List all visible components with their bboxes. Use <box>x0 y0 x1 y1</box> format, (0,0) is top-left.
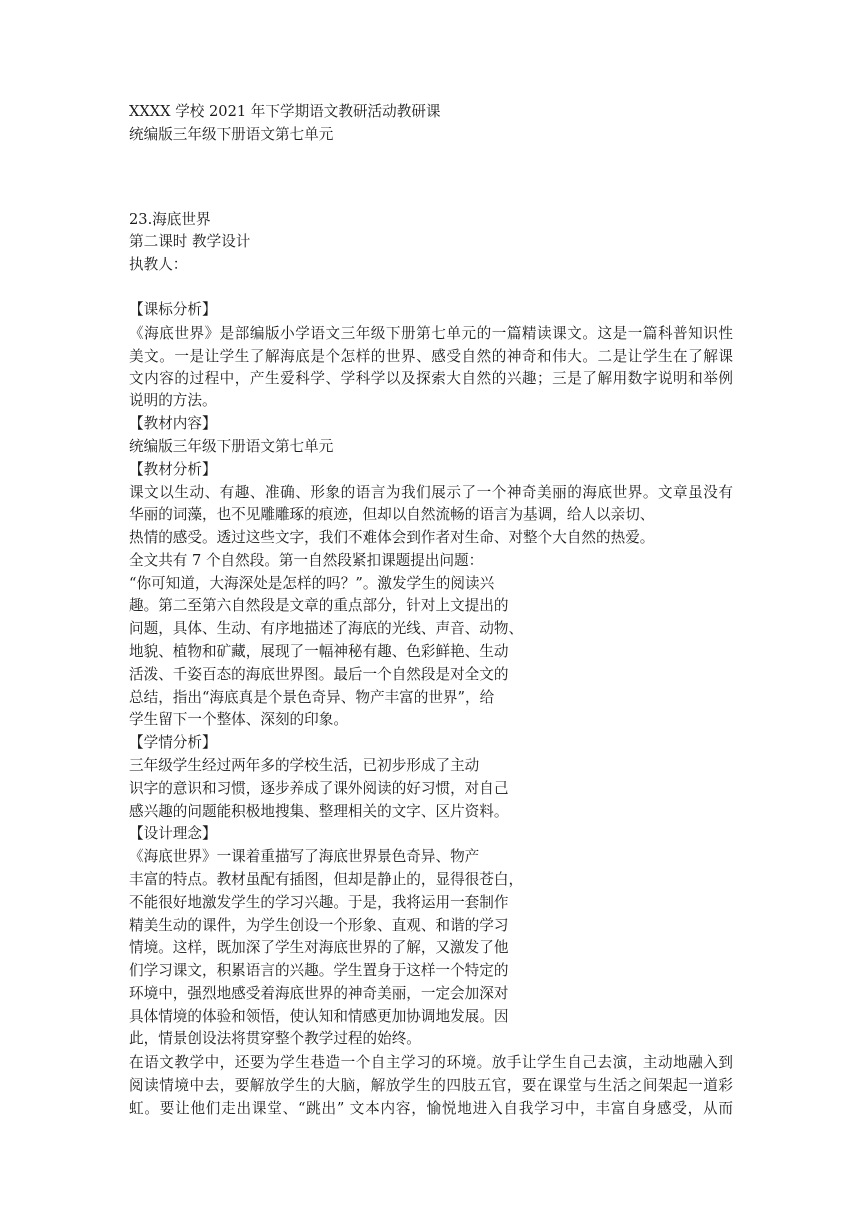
section-heading-fenxi: 【教材分析】 <box>129 460 217 478</box>
document-page <box>129 101 733 1120</box>
paragraph-line: 课文以生动、有趣、准确、形象的语言为我们展示了一个神奇美丽的海底世界。文章虽没有 <box>129 484 733 502</box>
paragraph-line: 华丽的词藻，也不见雕雕琢的痕迹，但却以自然流畅的语言为基调，给人以亲切、 <box>129 506 655 524</box>
paragraph-line: 问题，具体、生动、有序地描述了海底的光线、声音、动物、 <box>129 620 524 638</box>
lesson-title: 23.海底世界 <box>129 210 211 228</box>
paragraph-line: 情境。这样，既加深了学生对海底世界的了解，又激发了他 <box>129 939 509 957</box>
paragraph-line: 感兴趣的问题能积极地搜集、整理相关的文字、区片资料。 <box>129 802 509 820</box>
paragraph-line: 统编版三年级下册语文第七单元 <box>129 437 334 455</box>
unit-line: 统编版三年级下册语文第七单元 <box>129 125 334 143</box>
paragraph-line: “你可知道，大海深处是怎样的吗？”。激发学生的阅读兴 <box>129 574 495 592</box>
section-heading-xueqing: 【学情分析】 <box>129 734 217 752</box>
paragraph-line: 具体情境的体验和领悟，使认知和情感更加协调地发展。因 <box>129 1007 509 1025</box>
paragraph-line: 在语文教学中，还要为学生巷造一个自主学习的环境。放手让学生自己去演，主动地融入到 <box>129 1054 733 1072</box>
spacer <box>129 147 733 209</box>
paragraph-line: 阅读情境中去，要解放学生的大脑，解放学生的四肢五官，要在课堂与生活之间架起一道彩 <box>129 1077 733 1095</box>
section-heading-linian: 【设计理念】 <box>129 825 217 843</box>
section-heading-kebiao: 【课标分析】 <box>129 300 217 318</box>
paragraph-line: 此，情景创设法将贯穿整个教学过程的始终。 <box>129 1030 421 1048</box>
paragraph-line: 不能很好地激发学生的学习兴趣。于是，我将运用一套制作 <box>129 893 509 911</box>
paragraph-line: 《海底世界》一课着重描写了海底世界景色奇异、物产 <box>129 848 480 866</box>
paragraph-line: 丰富的特点。教材虽配有插图，但却是静止的，显得很苍白， <box>129 870 524 888</box>
paragraph-line: 学生留下一个整体、深刻的印象。 <box>129 711 348 729</box>
section-heading-neirong: 【教材内容】 <box>129 414 217 432</box>
paragraph-line: 精美生动的课件，为学生创设一个形象、直观、和谐的学习 <box>129 916 509 934</box>
teacher-label: 执教人： <box>129 256 188 274</box>
paragraph-line: 美文。一是让学生了解海底是个怎样的世界、感受自然的神奇和伟大。二是让学生在了解课 <box>129 347 733 365</box>
paragraph-line: 说明的方法。 <box>129 392 217 410</box>
paragraph-line: 环境中，强烈地感受着海底世界的神奇美丽，一定会加深对 <box>129 984 509 1002</box>
paragraph-line: 活泼、千姿百态的海底世界图。最后一个自然段是对全文的 <box>129 665 509 683</box>
paragraph-line: 《海底世界》是部编版小学语文三年级下册第七单元的一篇精读课文。这是一篇科普知识性 <box>129 324 733 342</box>
school-line: XXXX 学校 2021 年下学期语文教研活动教研课 <box>129 103 441 120</box>
spacer <box>129 277 733 299</box>
paragraph-line: 地貌、植物和矿藏，展现了一幅神秘有趣、色彩鲜艳、生动 <box>129 642 509 660</box>
paragraph-line: 三年级学生经过两年多的学校生活，已初步形成了主动 <box>129 756 480 774</box>
paragraph-line: 识字的意识和习惯，逐步养成了课外阅读的好习惯，对自己 <box>129 779 509 797</box>
paragraph-line: 虹。要让他们走出课堂、“跳出” 文本内容，愉悦地进入自我学习中，丰富自身感受，从而 <box>129 1099 733 1117</box>
paragraph-line: 总结，指出“海底真是个景色奇异、物产丰富的世界”，给 <box>129 688 495 706</box>
paragraph-line: 们学习课文，积累语言的兴趣。学生置身于这样一个特定的 <box>129 962 509 980</box>
paragraph-line: 文内容的过程中，产生爱科学、学科学以及探索大自然的兴趣；三是了解用数字说明和举例 <box>129 370 733 388</box>
paragraph-line: 全文共有 7 个自然段。第一自然段紧扣课题提出问题： <box>129 551 484 569</box>
paragraph-line: 趣。第二至第六自然段是文章的重点部分，针对上文提出的 <box>129 597 509 615</box>
paragraph-line: 热情的感受。透过这些文字，我们不难体会到作者对生命、对整个大自然的热爱。 <box>129 528 655 546</box>
lesson-period: 第二课时 教学设计 <box>129 233 251 251</box>
